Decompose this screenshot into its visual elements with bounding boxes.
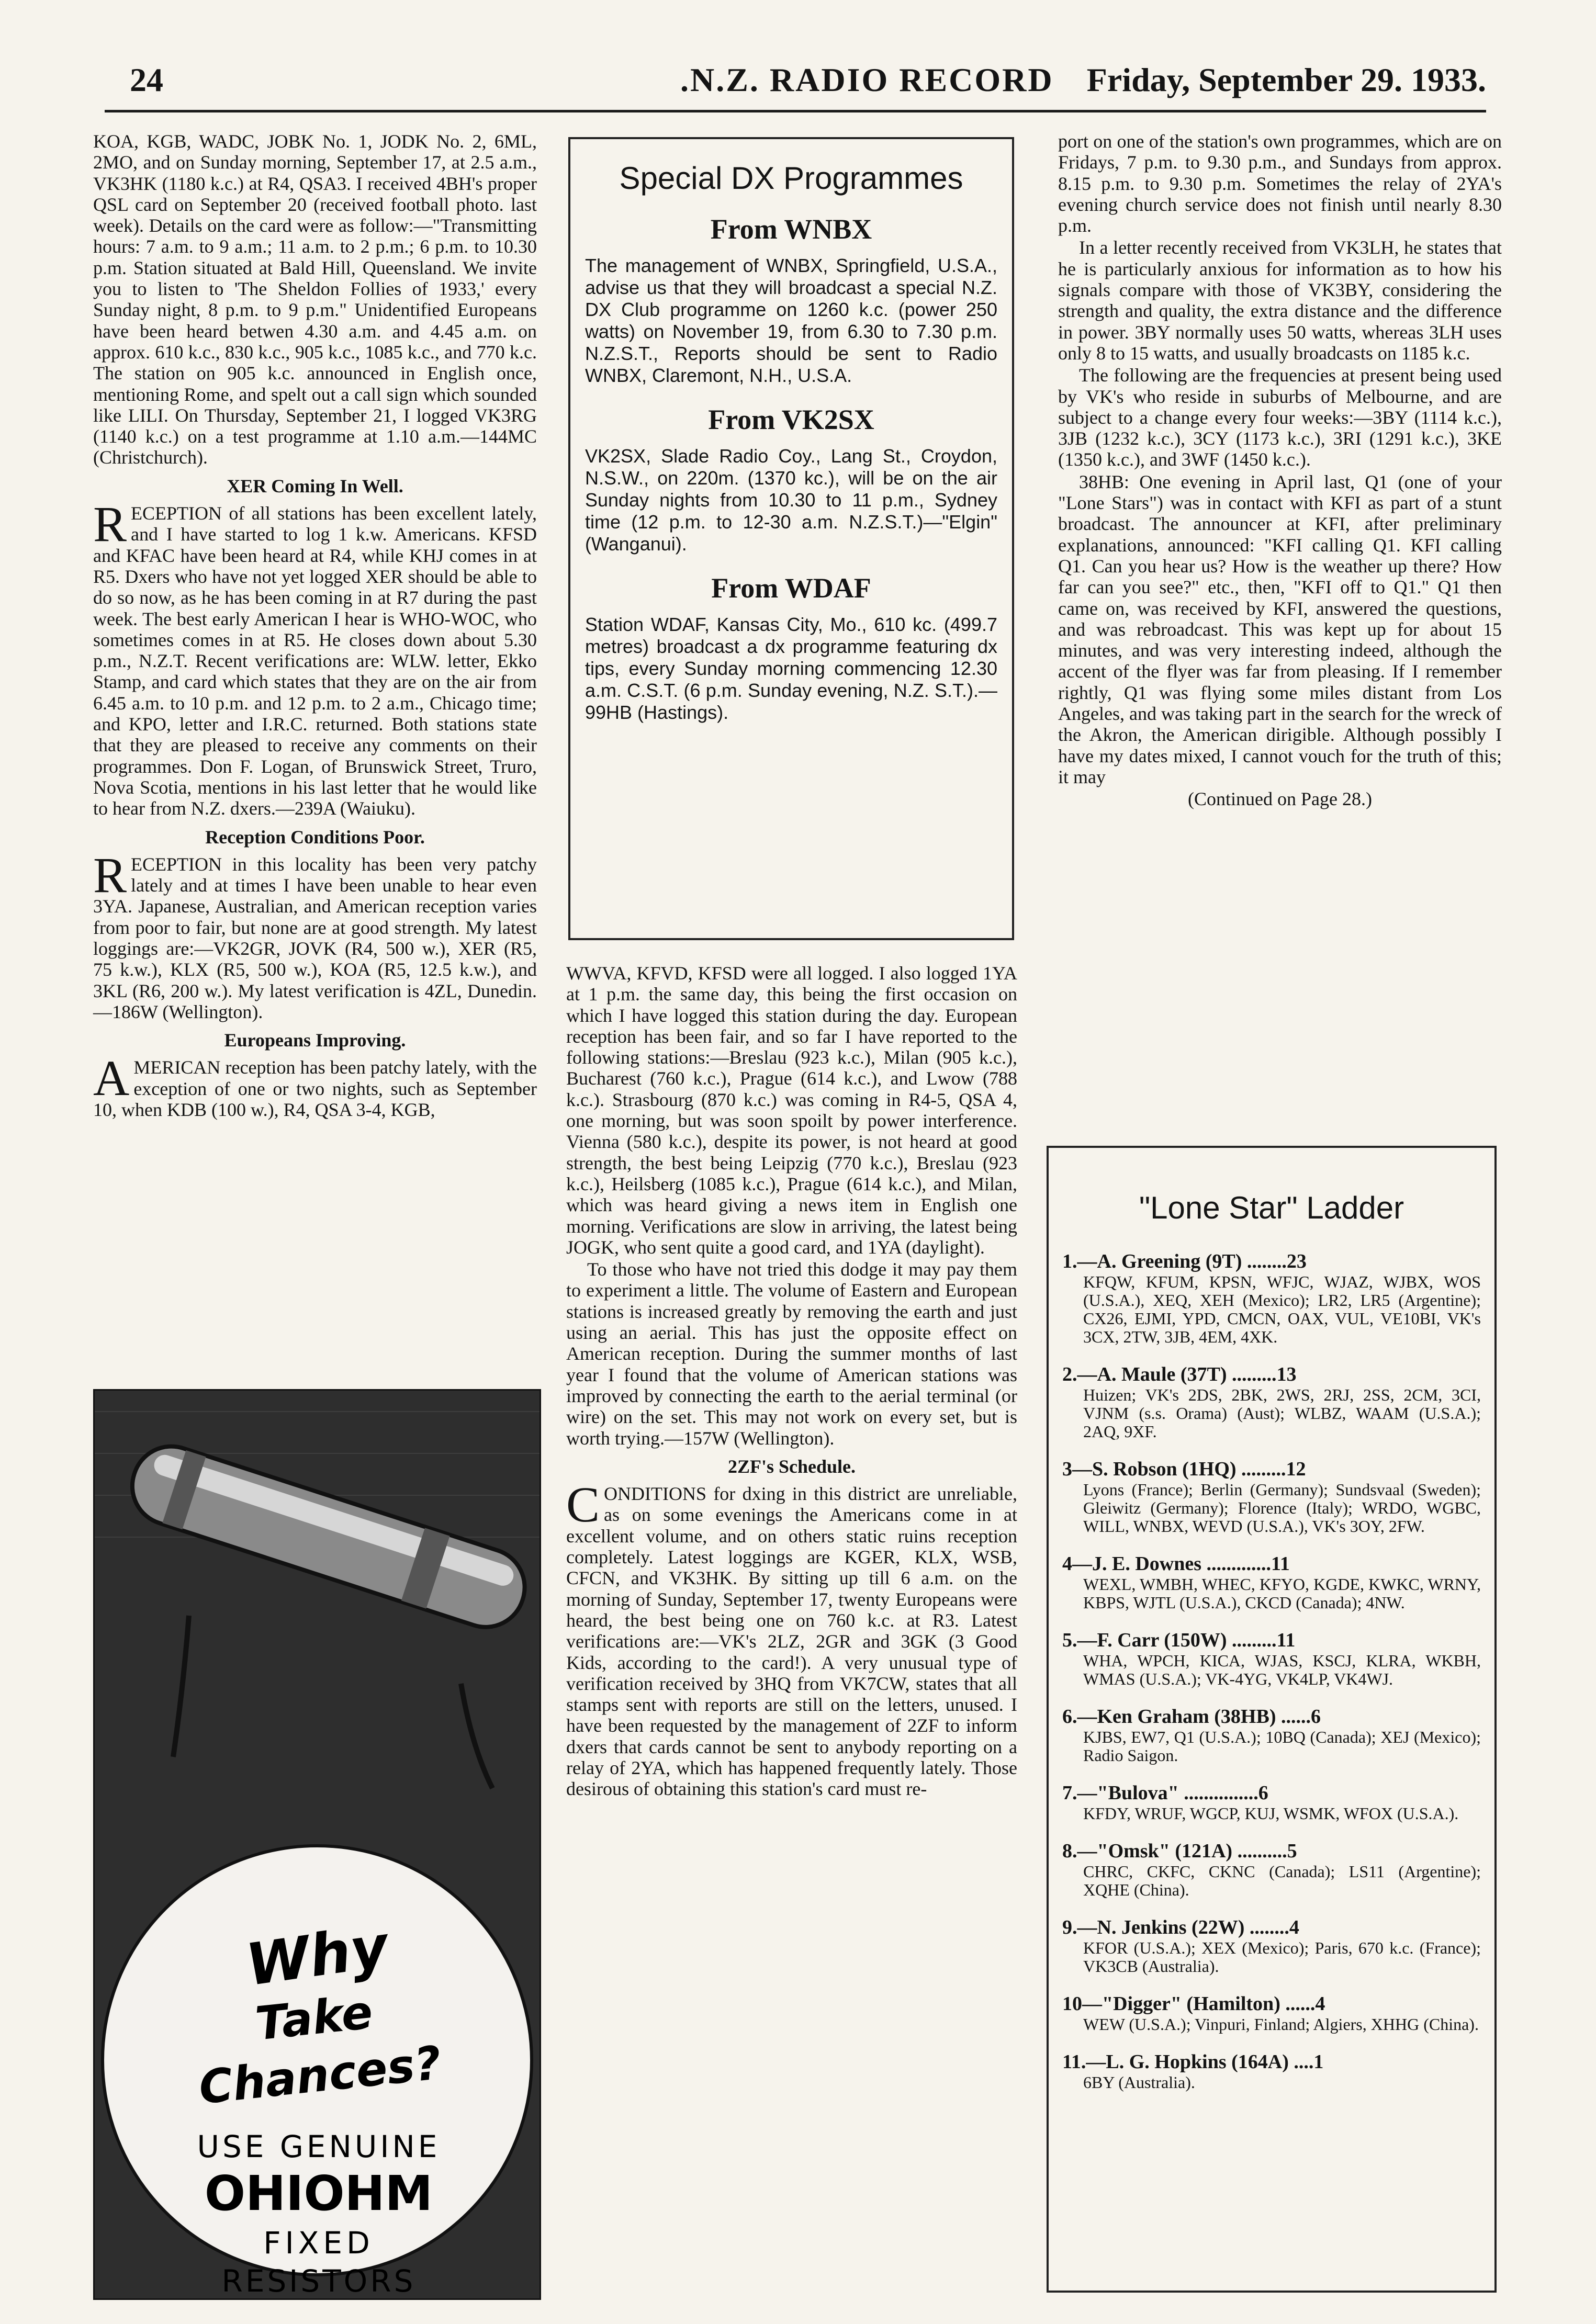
- ad-body: [151, 2126, 486, 2299]
- article-paragraph: [93, 847, 537, 1022]
- article-paragraph: [566, 1476, 1017, 1800]
- ladder-entry-name: 11.—L. G. Hopkins (164A) ....1: [1062, 2051, 1324, 2073]
- ad-brand-name: OHIOHM: [204, 2165, 433, 2221]
- section-heading: Reception Conditions Poor.: [205, 826, 425, 848]
- ladder-entry-name: 5.—F. Carr (150W) .........11: [1062, 1629, 1296, 1651]
- ladder-entry: [1062, 1916, 1481, 1976]
- dx-section-text: The management of WNBX, Springfield, U.S.A., advise us that they will broadcast a special N.Z. DX Club programme on 1260 k.c. (power 250 watts) on November 19, from 6.30 to 7.30 p.m. N.Z.S.T., Reports should be sent to Radio WNBX, Claremont, N.H., U.S.A.: [585, 255, 997, 386]
- dx-section-heading: From WDAF: [711, 572, 871, 604]
- ad-fixed-text: FIXED: [263, 2225, 374, 2261]
- ad-why-text: Why: [242, 1912, 392, 1999]
- ad-take-chances-text: Take Chances?: [196, 1984, 444, 2115]
- paragraph-text: MERICAN reception has been patchy lately, with the exception of one or two nights, such as September 10, when KDB (100 w.), R4, QSA 3-4, KGB,: [93, 1057, 537, 1121]
- article-paragraph: The following are the frequencies at present being used by VK's who reside in suburbs of Melbourne, and are subject to a change every four weeks:—3BY (1114 k.c.), 3JB (1232 k.c.), 3CY (1173 k.c.), 3RI (1291 k.c.), 3KE (1350 k.c.), and 3WF (1450 k.c.).: [1058, 365, 1502, 470]
- ladder-entry-name: 7.—"Bulova" ...............6: [1062, 1782, 1268, 1804]
- ladder-entry-stations: Lyons (France); Berlin (Germany); Sundsvaal (Sweden); Gleiwitz (Germany); Florence (Italy); WRDO, WGBC, WILL, WNBX, WEVD (U.S.A.), VK's 3OY, 2FW.: [1083, 1480, 1481, 1536]
- article-paragraph: port on one of the station's own programmes, which are on Fridays, 7 p.m. to 9.30 p.m., and Sundays from approx. 8.15 p.m. to 9.30 p.m. Sometimes the relay of 2YA's evening church service does not finish until nearly 8.30 p.m.: [1058, 131, 1502, 236]
- publication-title: .N.Z. RADIO RECORD: [680, 61, 1054, 98]
- header-rule: [105, 110, 1486, 112]
- article-paragraph: 38HB: One evening in April last, Q1 (one of your "Lone Stars") was in contact with KFI as part of a stunt broadcast. The announcer at KFI, after preliminary explanations, announced: "KFI calling Q1. KFI calling Q1. Can you hear us? How is the weather up there? How far can you see?" etc., then, "KFI off to Q1." Q1 then came on, was received by KFI, answered the questions, and was rebroadcast. This was kept up for about 15 minutes, and was very interesting indeed, although the accent of the flyer was far from pleasing. If I remember rightly, Q1 was flying some miles distant from Los Angeles, and was taking part in the search for the wreck of the Akron, the American dirigible. Although possibly I have my dates mixed, I cannot vouch for the truth of this; it may: [1058, 471, 1502, 787]
- paragraph-text: ECEPTION of all stations has been excellent lately, and I have started to log 1 k.w. Americans. KFSD and KFAC have been heard at R4, while KHJ comes in at R5. Dxers who have not yet logged XER should be able to do so now, as he has been coming in at R7 during the past week. The best early American I hear is WHO-WOC, who sometimes comes in at R5. He closes down about 5.30 p.m., N.Z.T. Recent verifications are: WLW. letter, Ekko Stamp, and card which states that they are on the air from 6.45 a.m. to 10 p.m. and 12 p.m. to 2 a.m., Chicago time; and KPO, letter and I.R.C. returned. Both stations state that they are pleased to receive any comments on their programmes. Don F. Logan, of Brunswick Street, Truro, Nova Scotia, mentions in his last letter that he would like to hear from N.Z. dxers.—239A (Waiuku).: [93, 503, 537, 819]
- ladder-entry-name: 9.—N. Jenkins (22W) ........4: [1062, 1916, 1299, 1938]
- column-middle: [566, 963, 1017, 1801]
- dx-section-heading: From WNBX: [710, 213, 872, 245]
- column-left: [93, 131, 537, 1121]
- ladder-entry: [1062, 1363, 1481, 1441]
- article-paragraph: In a letter recently received from VK3LH, he states that he is particularly anxious for information as to how his signals compare with those of VK3BY, considering the strength and quality, the extra distance and the difference in power. 3BY normally uses 50 watts, whereas 3LH uses only 8 to 15 watts, and usually broadcasts on 1185 k.c.: [1058, 237, 1502, 364]
- box-title: Special DX Programmes: [619, 161, 963, 196]
- ladder-entry-stations: 6BY (Australia).: [1083, 2073, 1195, 2092]
- ladder-entry-name: 6.—Ken Graham (38HB) ......6: [1062, 1706, 1321, 1728]
- ladder-entry: [1062, 2050, 1481, 2092]
- column-right: [1058, 131, 1502, 811]
- paragraph-text: ONDITIONS for dxing in this district are unreliable, as on some evenings the Americans come in at excellent volume, and on others static ruins reception completely. Latest loggings are KGER, KLX, WSB, CFCN, and VK3HK. By sitting up till 6 a.m. on the morning of Sunday, September 17, twenty Europeans were heard, the best being one on 760 k.c. at R3. Latest verifications are:—VK's 2LZ, 2GR and 3GK (3 Good Kids, according to the card!). A very unusual type of verification received by 3HQ from VK7CW, states that all stamps sent with reports are still on the letters, unused. I have been requested by the management of 2ZF to inform dxers that cards cannot be sent to anybody reporting on a relay of 2YA, which has happened frequently lately. Those desirous of obtaining this station's card must re-: [566, 1483, 1017, 1800]
- dx-section-heading: From VK2SX: [708, 404, 874, 435]
- ladder-entry: [1062, 1250, 1481, 1346]
- drop-cap: A: [93, 1050, 130, 1107]
- article-paragraph: WWVA, KFVD, KFSD were all logged. I also logged 1YA at 1 p.m. the same day, this being the first occasion on which I have logged this station during the day. European reception has been fair, and so far I have reported to the following stations:—Breslau (923 k.c.), Milan (905 k.c.), Bucharest (760 k.c.), Prague (614 k.c.), and Lwow (788 k.c.). Strasbourg (870 k.c.) was coming in R4-5, QSA 4, one morning, but was soon spoilt by power interference. Vienna (580 k.c.), despite its power, is not heard at good strength, the best being Leipzig (770 k.c.), Breslau (923 k.c.), Heilsberg (1085 k.c.), Prague (614 k.c.), and Milan, which was heard giving a news item in English one morning. Verifications are slow in arriving, the latest being JOGK, who sent quite a good card, and 1YA (daylight).: [566, 963, 1017, 1258]
- ladder-entry: [1062, 1840, 1481, 1899]
- paragraph-text: ECEPTION in this locality has been very patchy lately and at times I have been unable to hear even 3YA. Japanese, Australian, and American reception varies from poor to fair, but none are at good strength. My latest loggings are:—VK2GR, JOVK (R4, 500 w.), XER (R5, 75 k.w.), KLX (R5, 500 w.), KOA (R5, 12.5 k.w.), and 3KL (R6, 200 w.). My latest verification is 4ZL, Dunedin.—186W (Wellington).: [93, 853, 537, 1022]
- dx-section-text: Station WDAF, Kansas City, Mo., 610 kc. (499.7 metres) broadcast a dx programme featuring dx tips, every Sunday morning commencing 12.30 a.m. C.S.T. (6 p.m. Sunday evening, N.Z. S.T.).—99HB (Hastings).: [585, 614, 997, 723]
- ladder-entry-stations: Huizen; VK's 2DS, 2BK, 2WS, 2RJ, 2SS, 2CM, 3CI, VJNM (s.s. Orama) (Aust); WLBZ, WAAM (U.S.A.); 2AQ, 9XF.: [1083, 1385, 1481, 1441]
- ladder-entry-stations: KFQW, KFUM, KPSN, WFJC, WJAZ, WJBX, WOS (U.S.A.), XEQ, XEH (Mexico); LR2, LR5 (Argentine); CX26, EJMI, YPD, CMCN, OAX, VUL, VE10BI, VK's 3CX, 2TW, 3JB, 4EM, 4XK.: [1083, 1272, 1481, 1346]
- section-heading: XER Coming In Well.: [227, 475, 403, 497]
- ad-use-genuine-text: USE GENUINE: [197, 2129, 441, 2164]
- ladder-entry-stations: CHRC, CKFC, CKNC (Canada); LS11 (Argentine); XQHE (China).: [1083, 1862, 1481, 1899]
- ad-headline: [178, 1912, 456, 2115]
- ohiohm-advertisement: [93, 1389, 541, 2300]
- ladder-entry-stations: KFOR (U.S.A.); XEX (Mexico); Paris, 670 k.c. (France); VK3CB (Australia).: [1083, 1938, 1481, 1976]
- ladder-entry-name: 10—"Digger" (Hamilton) ......4: [1062, 1993, 1325, 2015]
- drop-cap: R: [93, 496, 127, 552]
- article-paragraph: [93, 1050, 537, 1121]
- article-paragraph: To those who have not tried this dodge it may pay them to experiment a little. The volume of Eastern and European stations is increased greatly by removing the earth and just using an aerial. This has just the opposite effect on American reception. During the summer months of last year I found that the volume of American stations was improved by connecting the earth to the aerial terminal (or wire) on the set. This may not work on every set, but is worth trying.—157W (Wellington).: [566, 1259, 1017, 1449]
- ladder-entry-stations: KJBS, EW7, Q1 (U.S.A.); 10BQ (Canada); XEJ (Mexico); Radio Saigon.: [1083, 1728, 1481, 1765]
- ladder-entry-name: 4—J. E. Downes .............11: [1062, 1553, 1290, 1575]
- ladder-entry-name: 8.—"Omsk" (121A) ..........5: [1062, 1840, 1297, 1862]
- dx-section-text: VK2SX, Slade Radio Coy., Lang St., Croydon, N.S.W., on 220m. (1370 kc.), will be on the air Sunday nights from 10.30 to 11 p.m., Sydney time (12 p.m. to 12-30 a.m. N.Z.S.T.)—"Elgin" (Wanganui).: [585, 445, 997, 555]
- continued-note: (Continued on Page 28.): [1188, 788, 1372, 810]
- ladder-entry-stations: WEXL, WMBH, WHEC, KFYO, KGDE, KWKC, WRNY, KBPS, WJTL (U.S.A.), CKCD (Canada); 4NW.: [1083, 1575, 1481, 1612]
- ad-resistors-text: RESISTORS: [221, 2263, 416, 2299]
- ladder-entry-name: 3—S. Robson (1HQ) .........12: [1062, 1458, 1306, 1480]
- ladder-entry-stations: WHA, WPCH, KICA, WJAS, KSCJ, KLRA, WKBH, WMAS (U.S.A.); VK-4YG, VK4LP, VK4WJ.: [1083, 1651, 1481, 1688]
- drop-cap: C: [566, 1476, 600, 1533]
- page-header: [105, 51, 1486, 109]
- ladder-title: "Lone Star" Ladder: [1139, 1190, 1404, 1225]
- ladder-entry: [1062, 1992, 1481, 2034]
- ladder-entry: [1062, 1781, 1481, 1823]
- ladder-entry: [1062, 1705, 1481, 1765]
- article-paragraph: KOA, KGB, WADC, JOBK No. 1, JODK No. 2, 6ML, 2MO, and on Sunday morning, September 17, at 2.5 a.m., VK3HK (1180 k.c.) at R4, QSA3. I received 4BH's proper QSL card on September 20 (received football photo. last week). Details on the card were as follow:—"Transmitting hours: 7 a.m. to 9 a.m.; 11 a.m. to 2 p.m.; 6 p.m. to 10.30 p.m. Station situated at Bald Hill, Queensland. We invite you to listen to 'The Sheldon Follies of 1933,' every Sunday night, 8 p.m. to 9 p.m." Unidentified Europeans have been heard betwen 4.30 a.m. and 4.45 a.m. on approx. 610 k.c., 830 k.c., 905 k.c., 1085 k.c., and 770 k.c. The station on 905 k.c. announced in English once, mentioning Rome, and spelt out a call sign which sounded like LILI. On Thursday, September 21, I logged VK3RG (1140 k.c.) on a test programme at 1.10 a.m.—144MC (Christchurch).: [93, 131, 537, 468]
- special-dx-programmes-box: [568, 137, 1014, 940]
- ladder-entry-name: 2.—A. Maule (37T) .........13: [1062, 1363, 1297, 1385]
- ladder-entry: [1062, 1552, 1481, 1612]
- ladder-entry: [1062, 1458, 1481, 1536]
- issue-date: Friday, September 29. 1933.: [1086, 61, 1486, 98]
- lone-star-ladder-box: [1047, 1146, 1497, 2293]
- page-number: 24: [130, 61, 163, 98]
- ladder-entry-stations: WEW (U.S.A.); Vinpuri, Finland; Algiers, XHHG (China).: [1083, 2015, 1479, 2034]
- ladder-entry-name: 1.—A. Greening (9T) ........23: [1062, 1250, 1307, 1272]
- ladder-entry: [1062, 1629, 1481, 1688]
- section-heading: 2ZF's Schedule.: [727, 1456, 856, 1477]
- drop-cap: R: [93, 847, 127, 903]
- section-heading: Europeans Improving.: [224, 1030, 406, 1051]
- article-paragraph: [93, 496, 537, 819]
- ladder-entry-stations: KFDY, WRUF, WGCP, KUJ, WSMK, WFOX (U.S.A.).: [1083, 1804, 1459, 1823]
